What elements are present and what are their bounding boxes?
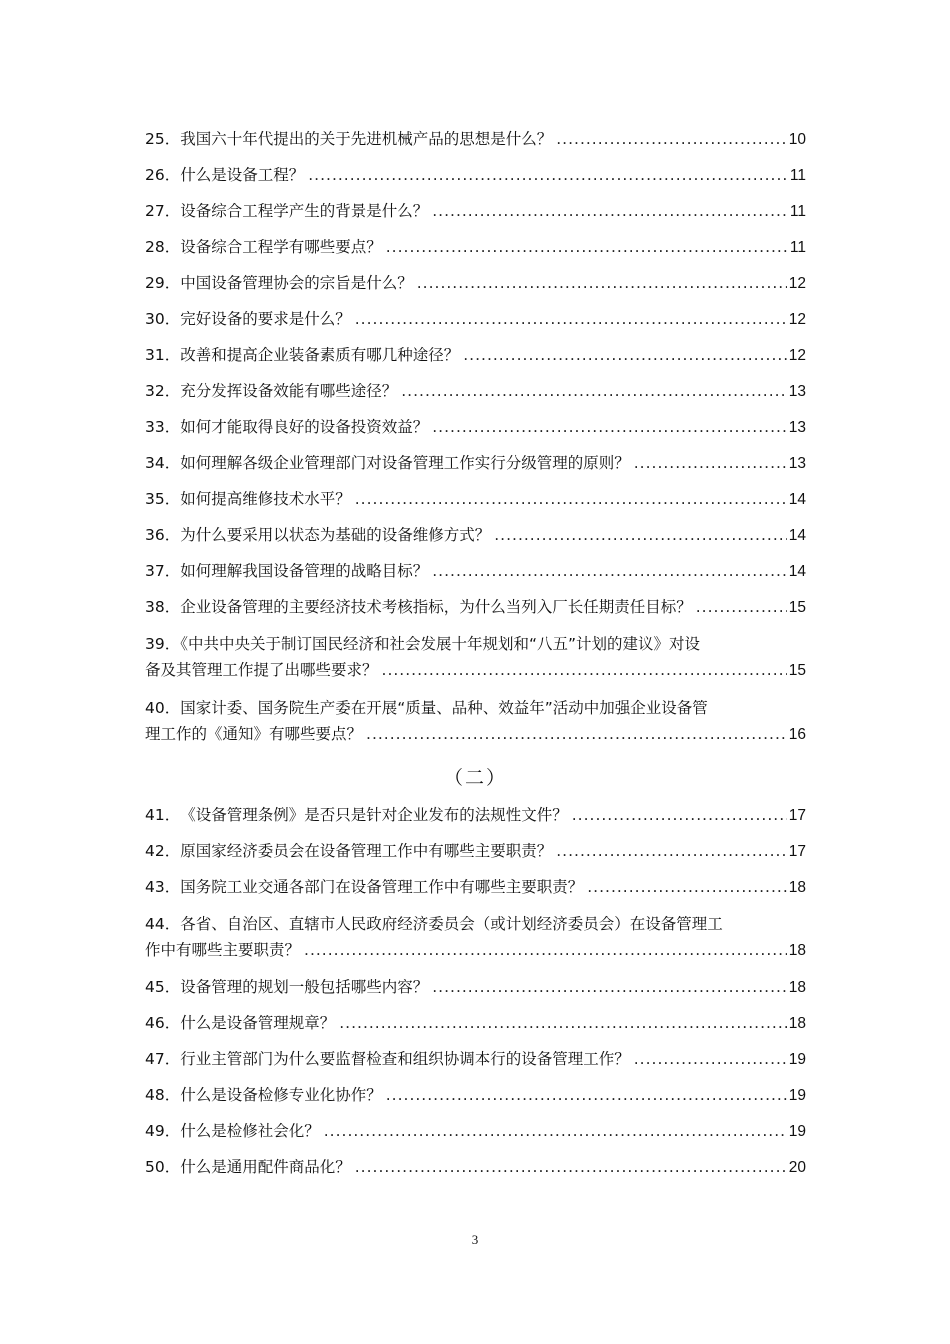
entry-title: 为什么要采用以状态为基础的设备维修方式？ xyxy=(180,526,491,544)
entry-page-number: 19 xyxy=(788,1051,806,1068)
entry-page-number: 18 xyxy=(788,879,806,896)
leader-dots xyxy=(355,481,787,517)
leader-dots xyxy=(556,121,787,157)
entry-title: 什么是设备工程？ xyxy=(180,166,305,184)
toc-entry[interactable] xyxy=(145,1041,806,1077)
entry-number: 38． xyxy=(145,598,181,616)
entry-title-line1: 《中共中央关于制订国民经济和社会发展十年规划和“八五”计划的建议》对设 xyxy=(180,635,701,653)
entry-number: 31． xyxy=(145,346,181,364)
section-heading: （二） xyxy=(443,767,507,789)
entry-number: 26． xyxy=(145,166,181,184)
leader-dots xyxy=(355,301,787,337)
entry-number: 33． xyxy=(145,418,181,436)
entry-title: 设备综合工程学产生的背景是什么？ xyxy=(180,202,429,220)
entry-number: 30． xyxy=(145,310,181,328)
leader-dots xyxy=(308,157,788,193)
entry-number: 34． xyxy=(145,454,181,472)
leader-dots xyxy=(432,193,788,229)
entry-number: 39． xyxy=(145,635,181,653)
entry-number: 44． xyxy=(145,915,181,933)
toc-entry[interactable] xyxy=(145,833,806,869)
entry-page-number: 14 xyxy=(788,527,806,544)
page-number-footer: 3 xyxy=(471,1232,479,1247)
leader-dots xyxy=(696,589,787,625)
entry-number: 42． xyxy=(145,842,181,860)
entry-title-line2: 理工作的《通知》有哪些要点？ xyxy=(145,725,363,743)
toc-entry-multiline[interactable] xyxy=(145,625,806,689)
entry-title: 改善和提高企业装备素质有哪几种途径？ xyxy=(180,346,460,364)
toc-entry[interactable] xyxy=(145,553,806,589)
entry-page-number: 10 xyxy=(788,131,806,148)
entry-page-number: 18 xyxy=(788,979,806,996)
entry-number: 47． xyxy=(145,1050,181,1068)
entry-number: 48． xyxy=(145,1086,181,1104)
entry-title: 《设备管理条例》是否只是针对企业发布的法规性文件？ xyxy=(180,806,568,824)
entry-title: 如何提高维修技术水平？ xyxy=(180,490,351,508)
toc-entry[interactable] xyxy=(145,301,806,337)
entry-title-line1: 国家计委、国务院生产委在开展“质量、品种、效益年”活动中加强企业设备管 xyxy=(180,699,708,717)
leader-dots xyxy=(634,445,787,481)
entry-title: 国务院工业交通各部门在设备管理工作中有哪些主要职责？ xyxy=(180,878,584,896)
entry-number: 49． xyxy=(145,1122,181,1140)
leader-dots xyxy=(432,553,787,589)
entry-number: 35． xyxy=(145,490,181,508)
entry-title-line2: 作中有哪些主要职责？ xyxy=(145,941,301,959)
entry-title-line1: 各省、自治区、直辖市人民政府经济委员会（或计划经济委员会）在设备管理工 xyxy=(180,915,723,933)
entry-page-number: 16 xyxy=(788,726,806,743)
entry-page-number: 18 xyxy=(788,942,806,959)
entry-page-number: 17 xyxy=(788,843,806,860)
entry-number: 32． xyxy=(145,382,181,400)
entry-page-number: 12 xyxy=(788,311,806,328)
entry-title: 设备管理的规划一般包括哪些内容？ xyxy=(180,978,429,996)
entry-number: 40． xyxy=(145,699,181,717)
toc-section-1 xyxy=(145,121,806,625)
entry-page-number: 17 xyxy=(788,807,806,824)
toc-entry[interactable] xyxy=(145,1113,806,1149)
entry-title: 如何才能取得良好的设备投资效益？ xyxy=(180,418,429,436)
toc-entry[interactable] xyxy=(145,445,806,481)
leader-dots xyxy=(417,265,787,301)
entry-page-number: 13 xyxy=(788,455,806,472)
leader-dots xyxy=(382,661,787,679)
entry-number: 41． xyxy=(145,806,181,824)
leader-dots xyxy=(432,409,787,445)
entry-number: 36． xyxy=(145,526,181,544)
entry-page-number: 11 xyxy=(789,203,806,220)
entry-number: 46． xyxy=(145,1014,181,1032)
leader-dots xyxy=(494,517,787,553)
entry-number: 45． xyxy=(145,978,181,996)
entry-page-number: 14 xyxy=(788,491,806,508)
entry-page-number: 19 xyxy=(788,1087,806,1104)
entry-title: 行业主管部门为什么要监督检查和组织协调本行的设备管理工作？ xyxy=(180,1050,630,1068)
entry-number: 37． xyxy=(145,562,181,580)
table-of-contents xyxy=(145,121,806,1185)
entry-number: 28． xyxy=(145,238,181,256)
entry-page-number: 11 xyxy=(789,239,806,256)
toc-entry[interactable] xyxy=(145,193,806,229)
entry-title: 原国家经济委员会在设备管理工作中有哪些主要职责？ xyxy=(180,842,553,860)
entry-title: 设备综合工程学有哪些要点？ xyxy=(180,238,382,256)
entry-page-number: 12 xyxy=(788,275,806,292)
entry-page-number: 20 xyxy=(788,1159,806,1176)
toc-entry-multiline[interactable] xyxy=(145,905,806,969)
entry-number: 29． xyxy=(145,274,181,292)
toc-entry[interactable] xyxy=(145,517,806,553)
toc-entry[interactable] xyxy=(145,969,806,1005)
toc-entry[interactable] xyxy=(145,869,806,905)
entry-page-number: 18 xyxy=(788,1015,806,1032)
toc-entry[interactable] xyxy=(145,589,806,625)
entry-title: 什么是通用配件商品化？ xyxy=(180,1158,351,1176)
toc-section-2a xyxy=(145,797,806,905)
toc-entry[interactable] xyxy=(145,157,806,193)
entry-title: 什么是检修社会化？ xyxy=(180,1122,320,1140)
entry-page-number: 13 xyxy=(788,383,806,400)
entry-page-number: 15 xyxy=(788,599,806,616)
leader-dots xyxy=(572,797,787,833)
leader-dots xyxy=(634,1041,787,1077)
entry-title: 我国六十年代提出的关于先进机械产品的思想是什么？ xyxy=(180,130,553,148)
leader-dots xyxy=(386,1077,787,1113)
entry-title: 充分发挥设备效能有哪些途径？ xyxy=(180,382,398,400)
entry-page-number: 11 xyxy=(789,167,806,184)
entry-number: 25． xyxy=(145,130,181,148)
entry-title: 完好设备的要求是什么？ xyxy=(180,310,351,328)
toc-entry-multiline[interactable] xyxy=(145,689,806,753)
toc-entry[interactable] xyxy=(145,1005,806,1041)
leader-dots xyxy=(386,229,788,265)
entry-number: 50． xyxy=(145,1158,181,1176)
toc-entry[interactable] xyxy=(145,337,806,373)
entry-title: 什么是设备管理规章？ xyxy=(180,1014,336,1032)
leader-dots xyxy=(587,869,787,905)
leader-dots xyxy=(432,969,787,1005)
toc-entry[interactable] xyxy=(145,409,806,445)
toc-entry[interactable] xyxy=(145,797,806,833)
toc-section-2b xyxy=(145,969,806,1185)
entry-page-number: 14 xyxy=(788,563,806,580)
entry-page-number: 12 xyxy=(788,347,806,364)
toc-entry[interactable] xyxy=(145,481,806,517)
entry-number: 27． xyxy=(145,202,181,220)
entry-page-number: 15 xyxy=(788,662,806,679)
entry-page-number: 19 xyxy=(788,1123,806,1140)
toc-entry[interactable] xyxy=(145,121,806,157)
leader-dots xyxy=(339,1005,787,1041)
leader-dots xyxy=(463,337,787,373)
leader-dots xyxy=(355,1149,787,1185)
leader-dots xyxy=(324,1113,787,1149)
entry-title: 企业设备管理的主要经济技术考核指标，为什么当列入厂长任期责任目标？ xyxy=(180,598,692,616)
leader-dots xyxy=(401,373,787,409)
toc-section-1-multiline xyxy=(145,625,806,753)
entry-title-line2: 备及其管理工作提了出哪些要求？ xyxy=(145,661,378,679)
toc-entry[interactable] xyxy=(145,265,806,301)
toc-entry[interactable] xyxy=(145,1077,806,1113)
entry-page-number: 13 xyxy=(788,419,806,436)
leader-dots xyxy=(366,725,787,743)
leader-dots xyxy=(556,833,787,869)
leader-dots xyxy=(304,941,787,959)
entry-title: 什么是设备检修专业化协作？ xyxy=(180,1086,382,1104)
toc-entry[interactable] xyxy=(145,1149,806,1185)
entry-title: 如何理解各级企业管理部门对设备管理工作实行分级管理的原则？ xyxy=(180,454,630,472)
entry-number: 43． xyxy=(145,878,181,896)
entry-title: 如何理解我国设备管理的战略目标？ xyxy=(180,562,429,580)
toc-entry[interactable] xyxy=(145,373,806,409)
entry-title: 中国设备管理协会的宗旨是什么？ xyxy=(180,274,413,292)
toc-entry[interactable] xyxy=(145,229,806,265)
